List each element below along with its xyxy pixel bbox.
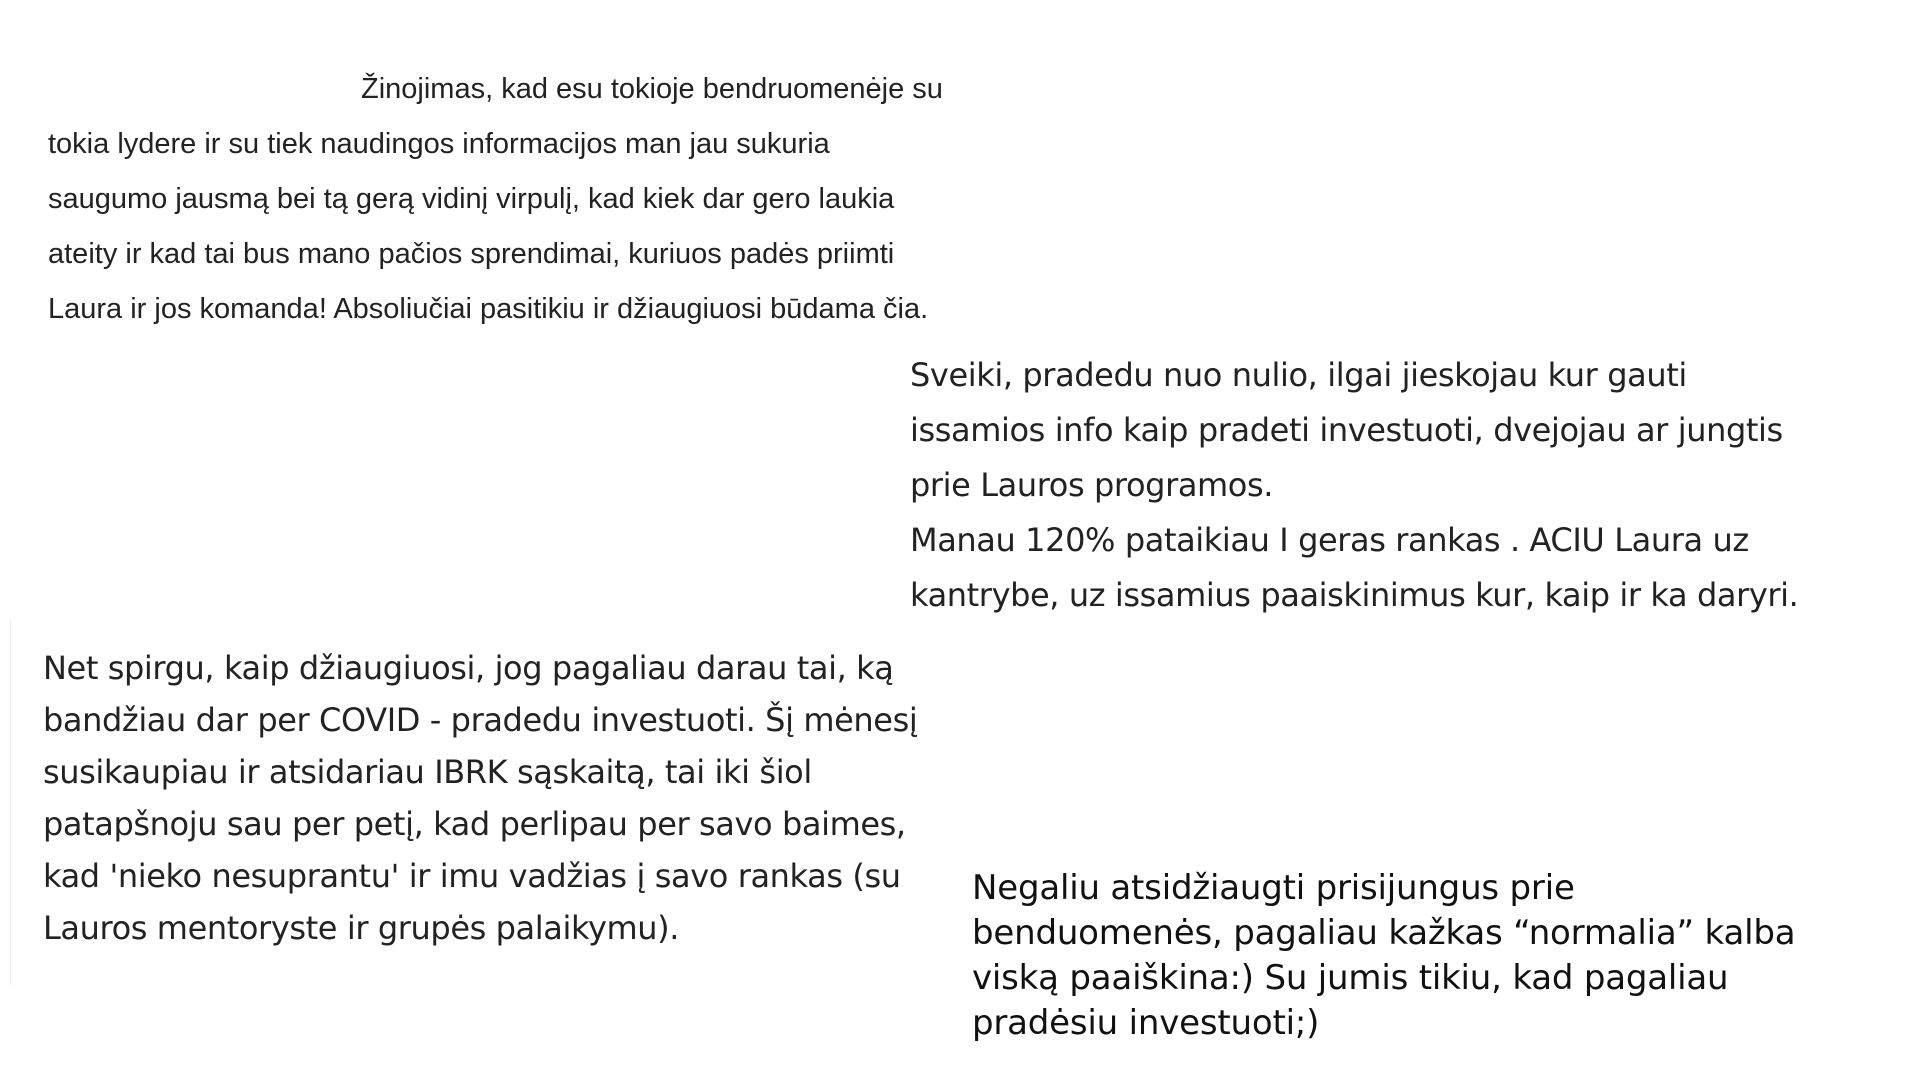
testimonial-3-line-5: kad 'nieko nesuprantu' ir imu vadžias į savo rankas (su <box>43 857 901 895</box>
testimonial-2-line-2: issamios info kaip pradeti investuoti, dvejojau ar jungtis <box>910 411 1783 449</box>
testimonial-2-line-1: Sveiki, pradedu nuo nulio, ilgai jieskojau kur gauti <box>910 356 1687 394</box>
testimonial-3-line-4: patapšnoju sau per petį, kad perlipau per savo baimes, <box>43 805 906 843</box>
testimonial-2-line-4: Manau 120% pataikiau I geras rankas . ACIU Laura uz <box>910 521 1749 559</box>
testimonial-1-line-1: Žinojimas, kad esu tokioje bendruomenėje su <box>361 73 943 105</box>
testimonial-4-line-4: pradėsiu investuoti;) <box>972 1003 1320 1043</box>
testimonial-4-line-3: viską paaiškina:) Su jumis tikiu, kad pagaliau <box>972 958 1729 998</box>
testimonial-3-line-1: Net spirgu, kaip džiaugiuosi, jog pagaliau darau tai, ką <box>43 649 894 687</box>
testimonial-1-line-5: Laura ir jos komanda! Absoliučiai pasitikiu ir džiaugiuosi būdama čia. <box>48 293 929 325</box>
testimonial-4-line-2: benduomenės, pagaliau kažkas “normalia” kalba <box>972 913 1796 953</box>
testimonial-1 <box>48 62 1088 337</box>
testimonial-2 <box>910 348 1910 623</box>
testimonial-1-line-2: tokia lydere ir su tiek naudingos informacijos man jau sukuria <box>48 128 830 160</box>
testimonial-4 <box>972 866 1912 1046</box>
testimonial-1-line-3: saugumo jausmą bei tą gerą vidinį virpulį, kad kiek dar gero laukia <box>48 183 895 215</box>
testimonial-3 <box>43 642 973 954</box>
testimonial-3-line-6: Lauros mentoryste ir grupės palaikymu). <box>43 909 679 947</box>
testimonial-4-line-1: Negaliu atsidžiaugti prisijungus prie <box>972 868 1575 908</box>
testimonial-2-line-3: prie Lauros programos. <box>910 466 1274 504</box>
testimonial-3-line-2: bandžiau dar per COVID - pradedu investuoti. Šį mėnesį <box>43 701 918 739</box>
testimonial-1-line-4: ateity ir kad tai bus mano pačios sprendimai, kuriuos padės priimti <box>48 238 895 270</box>
testimonial-3-line-3: susikaupiau ir atsidariau IBRK sąskaitą, tai iki šiol <box>43 753 812 791</box>
testimonial-2-line-5: kantrybe, uz issamius paaiskinimus kur, kaip ir ka daryri. <box>910 576 1799 614</box>
